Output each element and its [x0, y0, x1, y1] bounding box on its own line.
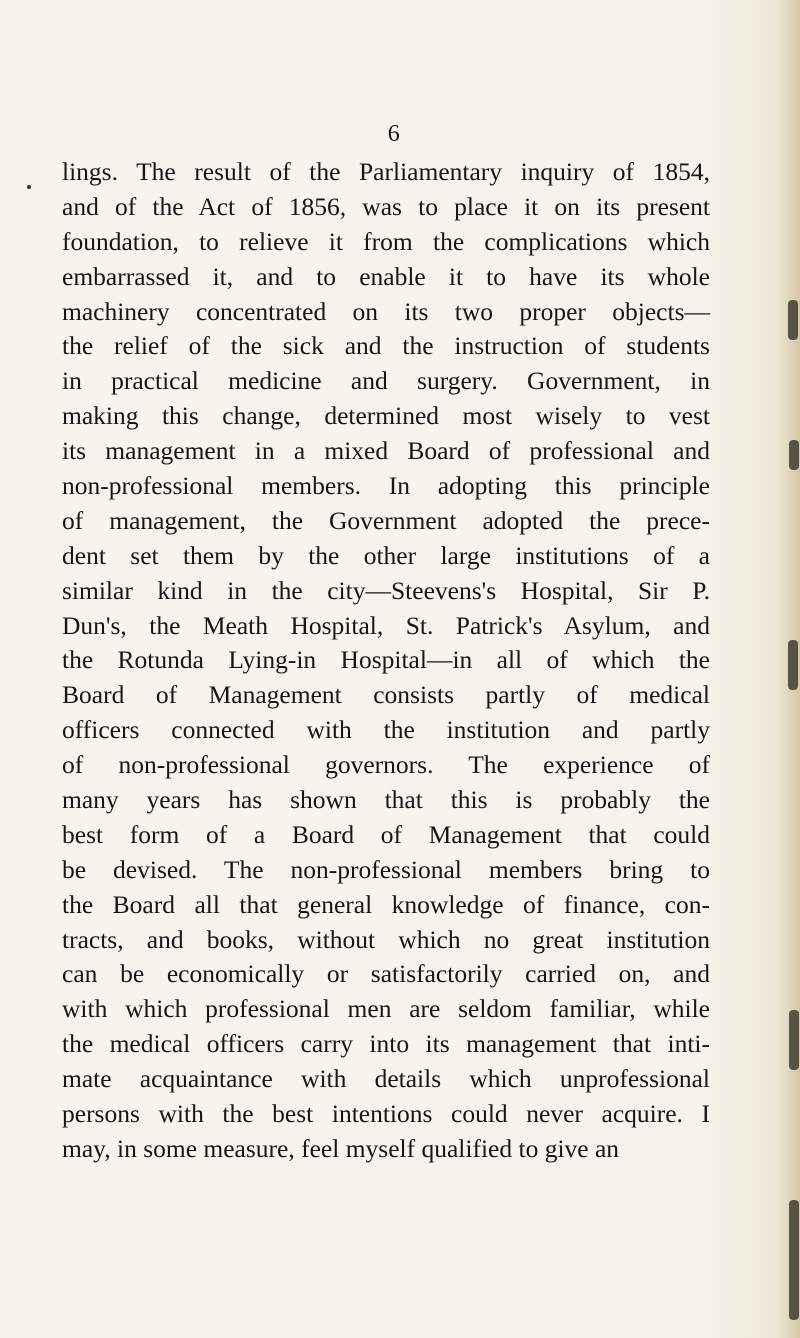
text-line: may, in some measure, feel myself qualified to give an — [62, 1133, 620, 1163]
text-line: officers connected with the institution and partly — [62, 715, 710, 745]
edge-stain — [788, 300, 798, 340]
text-line: in practical medicine and surgery. Government, in — [62, 366, 710, 396]
text-line: tracts, and books, without which no great institution — [62, 924, 710, 954]
text-line: mate acquaintance with details which unprofessional — [62, 1064, 710, 1094]
text-line: the Rotunda Lying-in Hospital—in all of which the — [62, 645, 710, 675]
text-line: the medical officers carry into its management that inti- — [62, 1029, 710, 1059]
text-line: of non-professional governors. The experience of — [62, 750, 710, 780]
edge-stain — [789, 1200, 799, 1320]
edge-stain — [788, 640, 798, 690]
edge-stain — [789, 1010, 799, 1070]
text-line: the Board all that general knowledge of finance, con- — [62, 889, 710, 919]
text-line: non-professional members. In adopting this principle — [62, 471, 710, 501]
page-number: 6 — [387, 121, 401, 147]
text-line: embarrassed it, and to enable it to have its whole — [62, 261, 710, 291]
text-line: many years has shown that this is probably the — [62, 785, 710, 815]
text-line: similar kind in the city—Steevens's Hospital, Sir P. — [62, 575, 710, 605]
text-line: of management, the Government adopted the prece- — [62, 505, 710, 535]
text-line: making this change, determined most wisely to vest — [62, 401, 710, 431]
text-line: with which professional men are seldom familiar, while — [62, 994, 710, 1024]
text-line: persons with the best intentions could never acquire. I — [62, 1099, 710, 1129]
body-text — [62, 155, 710, 1167]
page-edge-shadow — [778, 0, 800, 1338]
text-line: be devised. The non-professional members bring to — [62, 854, 710, 884]
text-line: can be economically or satisfactorily carried on, and — [62, 959, 710, 989]
text-line: the relief of the sick and the instruction of students — [62, 331, 710, 361]
text-line: Dun's, the Meath Hospital, St. Patrick's Asylum, and — [62, 610, 710, 640]
text-line: its management in a mixed Board of professional and — [62, 436, 710, 466]
text-line: best form of a Board of Management that could — [62, 819, 710, 849]
text-line: Board of Management consists partly of medical — [62, 680, 710, 710]
text-line: and of the Act of 1856, was to place it on its present — [62, 191, 710, 221]
text-line: dent set them by the other large institutions of a — [62, 540, 710, 570]
edge-stain — [789, 440, 799, 470]
text-line: lings. The result of the Parliamentary inquiry of 1854, — [62, 157, 710, 186]
stray-ink-mark — [27, 185, 31, 189]
text-line: foundation, to relieve it from the complications which — [62, 226, 710, 256]
text-line: machinery concentrated on its two proper objects— — [62, 296, 710, 326]
